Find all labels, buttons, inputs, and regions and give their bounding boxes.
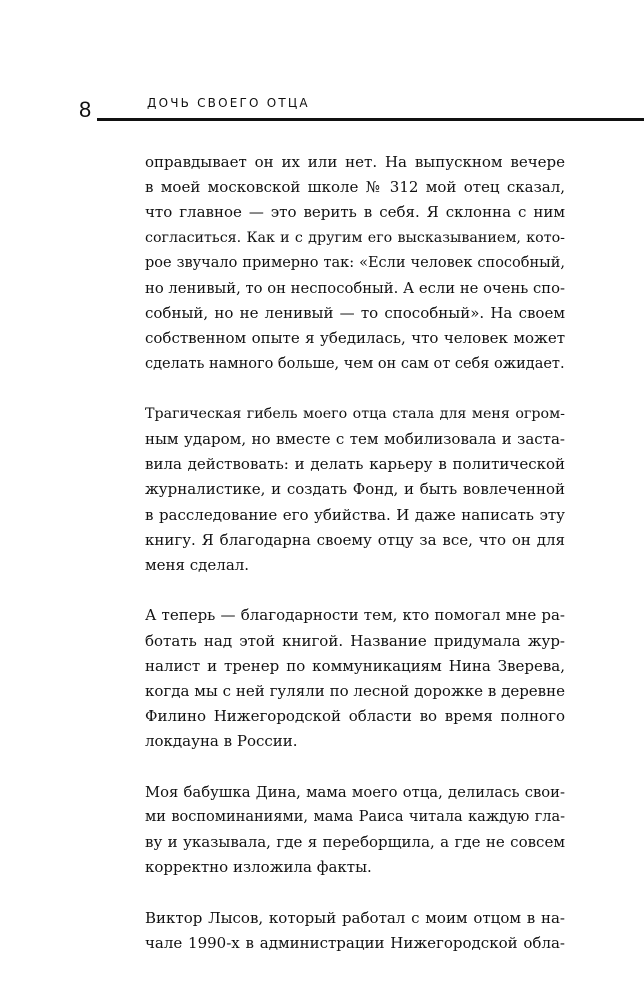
text-line: что главное — это верить в себя. Я склонна с ним [145, 203, 565, 222]
text-line: вила действовать: и делать карьеру в политической [145, 455, 565, 474]
text-line: но ленивый, то он неспособный. А если не очень спо- [145, 279, 565, 297]
header-rule [97, 118, 644, 121]
body-text [145, 150, 565, 981]
text-line: ным ударом, но вместе с тем мобилизовала и заста- [145, 430, 565, 449]
running-title: ДОЧЬ СВОЕГО ОТЦА [147, 96, 310, 110]
paragraph [145, 906, 565, 956]
text-line: А теперь — благодарности тем, кто помогал мне ра- [145, 606, 565, 625]
text-line: собственном опыте я убедилась, что человек может [145, 329, 565, 348]
text-line: локдауна в России. [145, 732, 298, 751]
text-line: рое звучало примерно так: «Если человек способный, [145, 254, 565, 271]
text-line: ми воспоминаниями, мама Раиса читала каждую гла- [145, 808, 565, 825]
paragraph [145, 150, 565, 377]
text-line: в расследование его убийства. И даже написать эту [145, 505, 565, 524]
page-number: 8 [79, 97, 92, 122]
paragraph [145, 402, 565, 578]
text-line: журналистике, и создать Фонд, и быть вовлеченной [145, 480, 565, 499]
text-line: меня сделал. [145, 556, 250, 574]
text-line: ботать над этой книгой. Название придумала жур- [145, 631, 565, 650]
text-line: оправдывает он их или нет. На выпускном вечере [145, 153, 565, 171]
text-line: налист и тренер по коммуникациям Нина Зверева, [145, 656, 565, 675]
text-line: чале 1990-х в администрации Нижегородской обла- [145, 933, 565, 952]
text-line: когда мы с ней гуляли по лесной дорожке в деревне [145, 681, 565, 700]
text-line: Виктор Лысов, который работал с моим отцом в на- [145, 908, 565, 927]
text-line: Трагическая гибель моего отца стала для меня огром- [145, 405, 565, 422]
paragraph [145, 780, 565, 881]
text-line: книгу. Я благодарна своему отцу за все, что он для [145, 530, 565, 549]
text-line: собный, но не ленивый — то способный». На своем [145, 304, 565, 323]
text-line: в моей московской школе № 312 мой отец сказал, [145, 178, 565, 197]
paragraph [145, 603, 565, 754]
text-line: согласиться. Как и с другим его высказыванием, кото- [145, 229, 565, 246]
text-line: корректно изложила факты. [145, 858, 372, 877]
text-line: Моя бабушка Дина, мама моего отца, делилась свои- [145, 783, 565, 801]
text-line: сделать намного больше, чем он сам от себя ожидает. [145, 355, 565, 372]
text-line: Филино Нижегородской области во время полного [145, 707, 565, 726]
text-line: ву и указывала, где я переборщила, а где не совсем [145, 833, 565, 852]
